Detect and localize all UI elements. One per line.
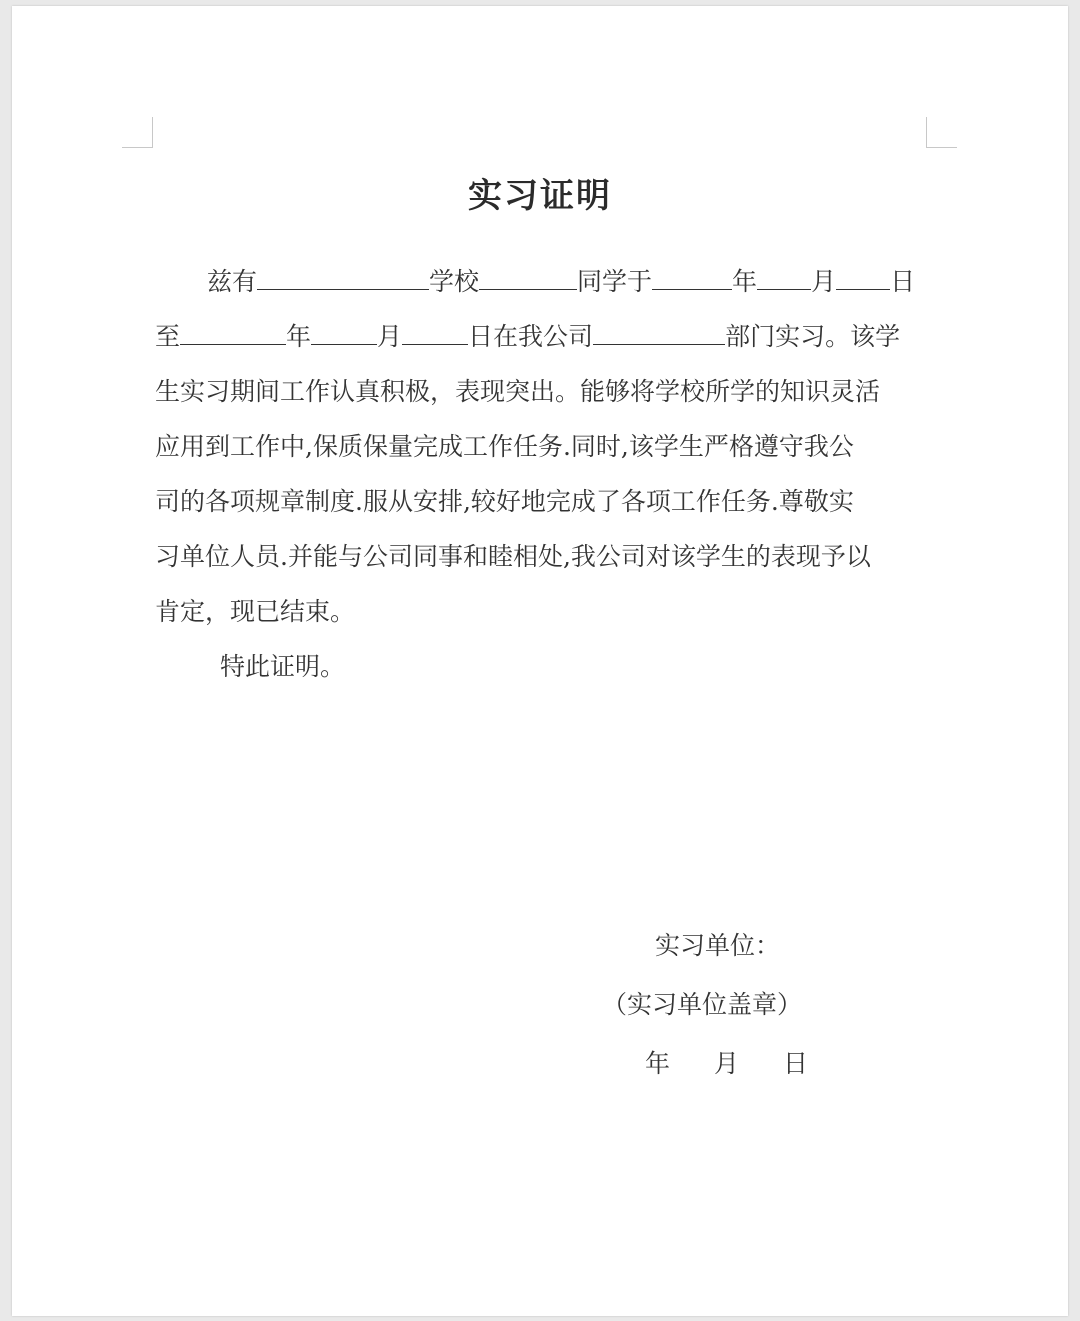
- blank-end-day[interactable]: [402, 320, 468, 345]
- body-line-4: 应用到工作中,保质保量完成工作任务.同时,该学生严格遵守我公: [155, 432, 854, 461]
- signature-seal-label: （实习单位盖章）: [602, 990, 803, 1019]
- margin-corner-top-right: [926, 117, 957, 148]
- body-line-6: 习单位人员.并能与公司同事和睦相处,我公司对该学生的表现予以: [155, 542, 871, 571]
- line2-text-4: 日在我公司: [468, 322, 594, 351]
- blank-start-year[interactable]: [652, 265, 732, 290]
- blank-department[interactable]: [593, 320, 725, 345]
- blank-start-day[interactable]: [836, 265, 890, 290]
- line1-text-4: 年: [732, 267, 758, 296]
- blank-school[interactable]: [257, 265, 429, 290]
- body-line-5: 司的各项规章制度.服从安排,较好地完成了各项工作任务.尊敬实: [155, 487, 854, 516]
- line2-text-5: 部门实习。该学: [725, 322, 901, 351]
- margin-corner-top-left: [122, 117, 153, 148]
- body-line-2: [155, 319, 900, 355]
- document-title: 实习证明: [468, 176, 612, 216]
- line1-text-1: 兹有: [207, 267, 258, 296]
- line1-text-6: 日: [890, 267, 916, 296]
- line1-text-3: 同学于: [577, 267, 653, 296]
- document-page: [12, 6, 1068, 1316]
- blank-end-year[interactable]: [180, 320, 286, 345]
- blank-student-name[interactable]: [479, 265, 577, 290]
- blank-end-month[interactable]: [311, 320, 377, 345]
- line1-text-5: 月: [811, 267, 837, 296]
- line1-text-2: 学校: [429, 267, 480, 296]
- signature-date: [645, 1046, 808, 1082]
- body-line-3: 生实习期间工作认真积极，表现突出。能够将学校所学的知识灵活: [155, 377, 881, 406]
- closing-text: 特此证明。: [220, 652, 346, 681]
- signature-month: 月: [713, 1049, 739, 1078]
- line2-text-2: 年: [286, 322, 312, 351]
- blank-start-month[interactable]: [757, 265, 811, 290]
- signature-day: 日: [782, 1049, 808, 1078]
- line2-text-3: 月: [377, 322, 403, 351]
- signature-year: 年: [645, 1049, 671, 1078]
- line2-text-1: 至: [155, 322, 181, 351]
- body-line-1: [155, 264, 915, 300]
- body-line-7: 肯定，现已结束。: [155, 597, 356, 626]
- signature-unit-label: 实习单位：: [655, 931, 781, 960]
